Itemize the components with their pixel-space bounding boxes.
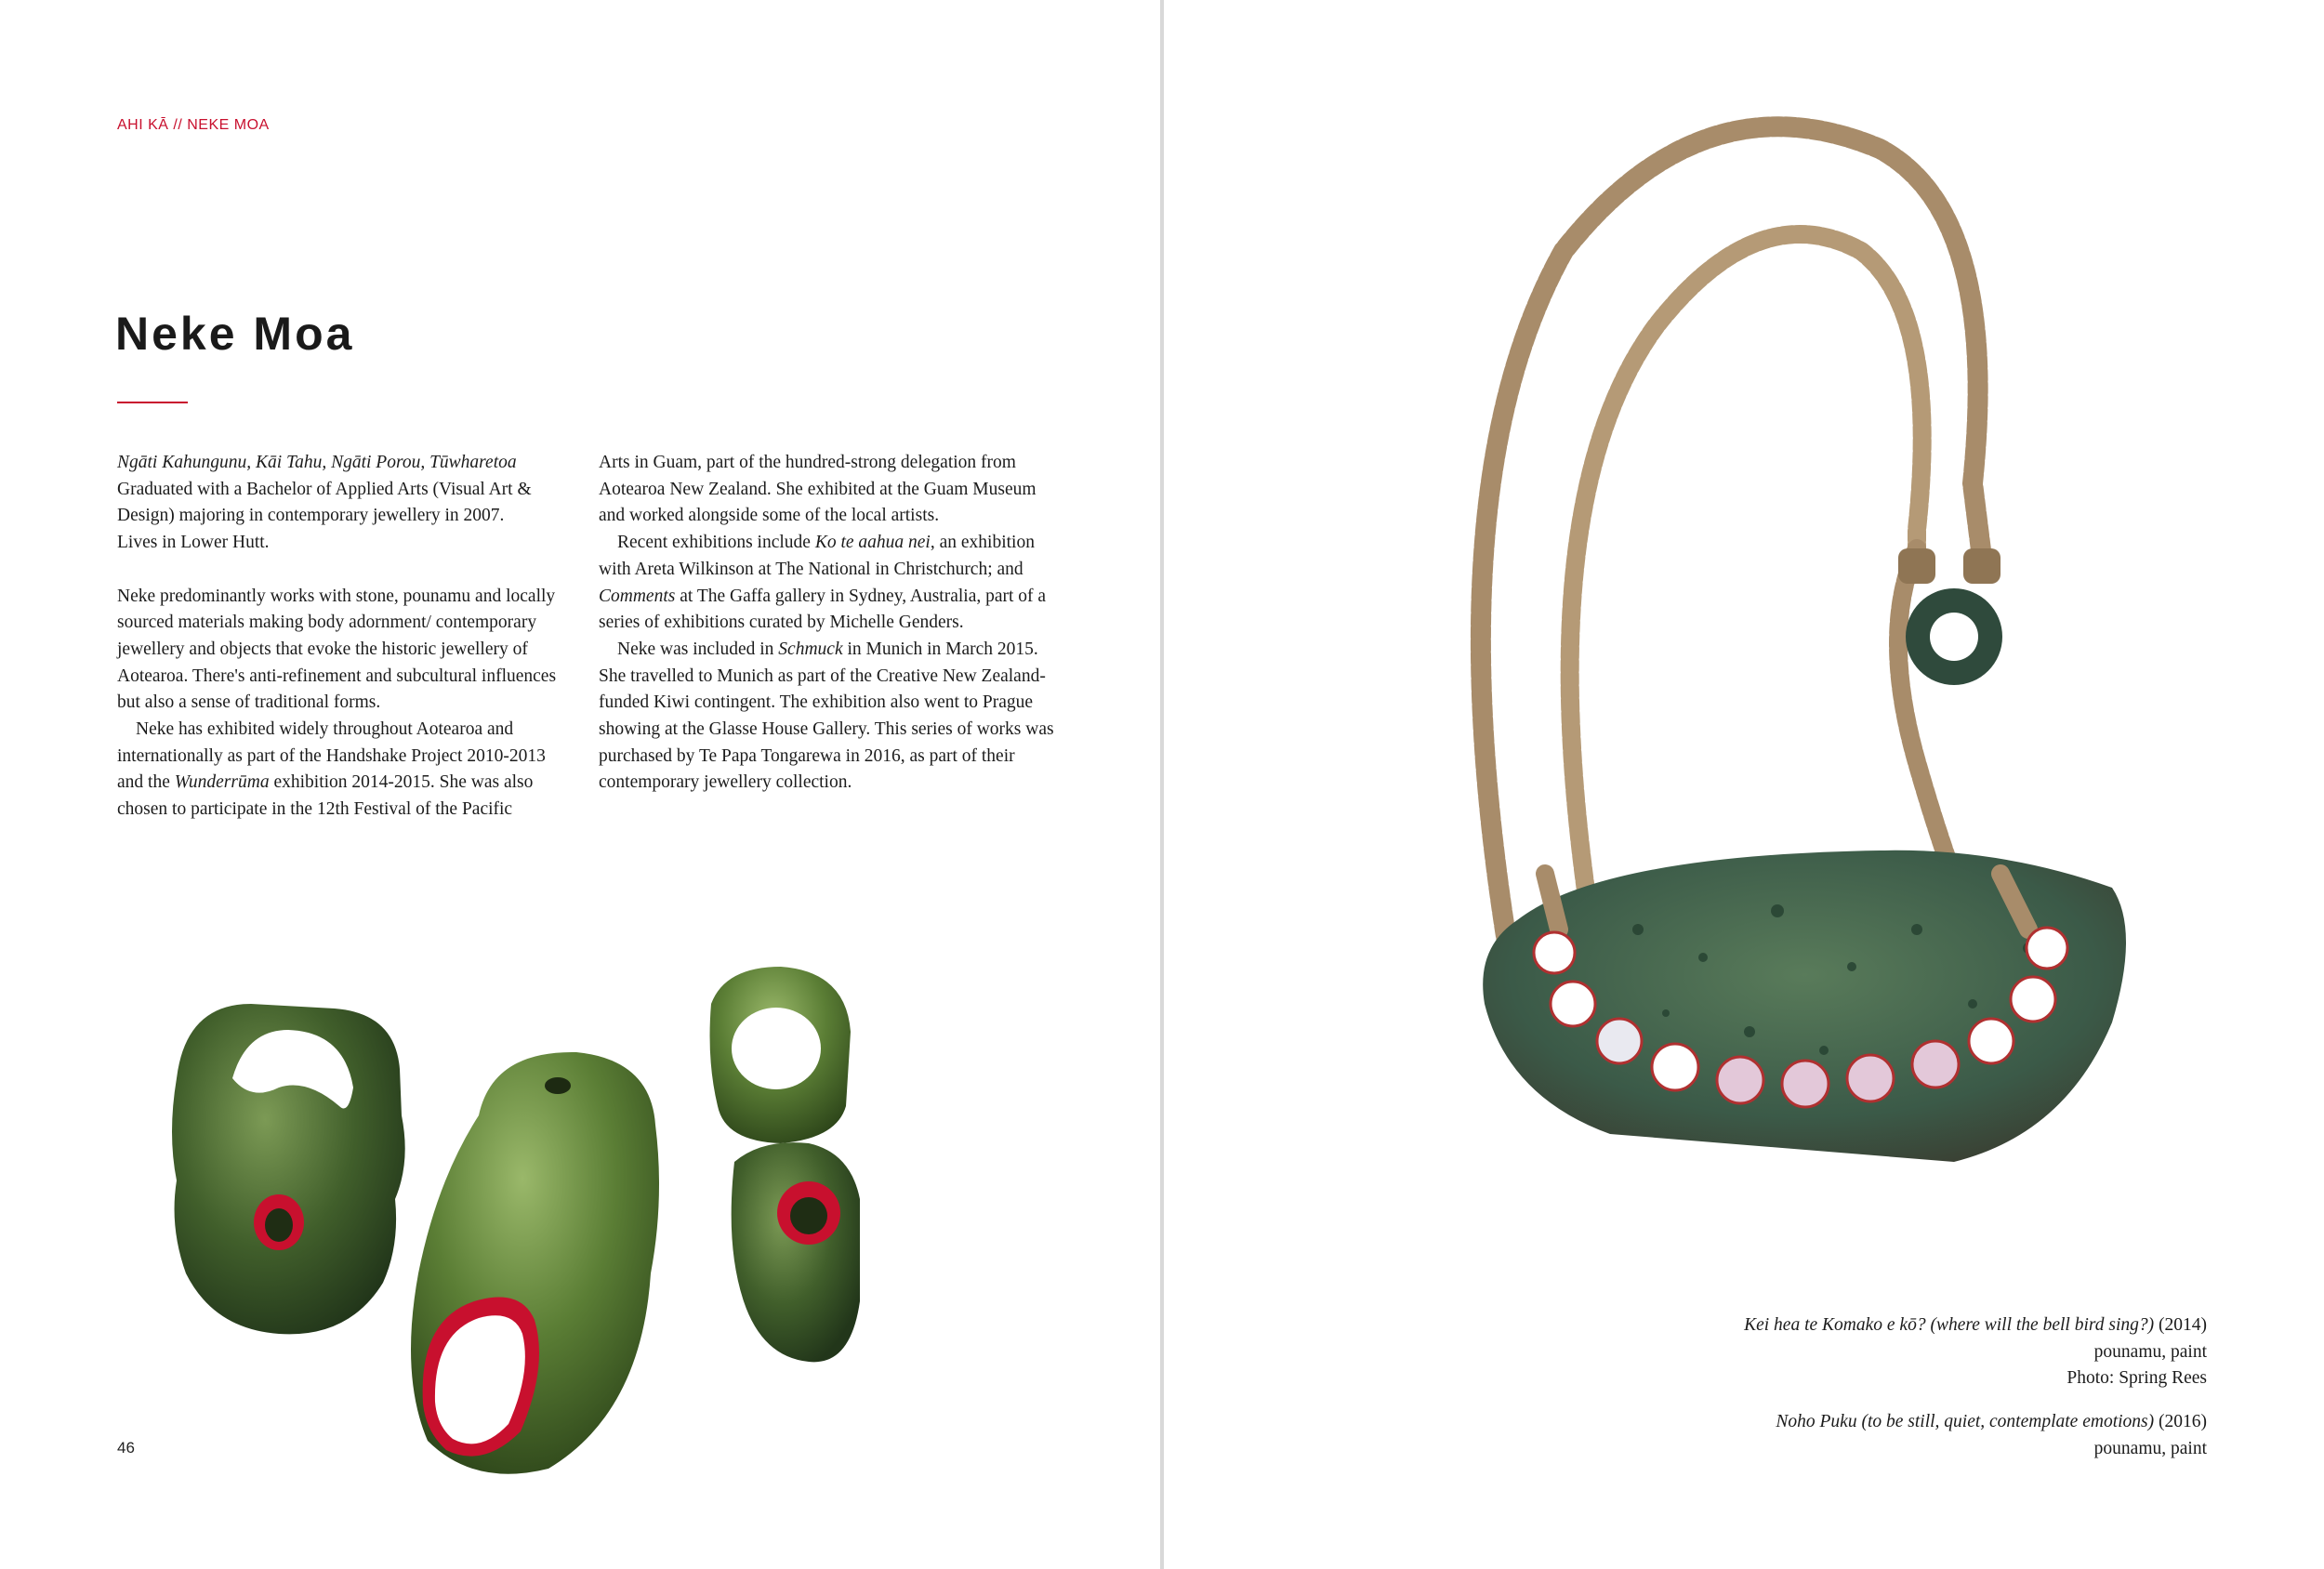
pounamu-rings-photo — [167, 967, 1023, 1487]
caption-title-line: Kei hea te Komako e kō? (where will the bell bird sing?) (2014) — [1744, 1315, 2207, 1335]
body-paragraph: Neke was included in Schmuck in Munich in March 2015. She travelled to Munich as part of the Creative New Zealand-funded Kiwi contingent. The exhibition also went to Prague showing at the Glasse House Gallery. This series of works was purchased by Te Papa Tongarewa in 2016, as part of their contemporary jewellery collection. — [599, 639, 1054, 793]
body-paragraph: Neke has exhibited widely throughout Aotearoa and internationally as part of the Handshake Project 2010-2013 and the Wunderrūma exhibition 2014-2015. She was also chosen to participate in the 12th Festival of the Pacific — [117, 719, 546, 820]
pounamu-necklace-photo — [1396, 112, 2196, 1208]
page-title: Neke Moa — [115, 308, 355, 360]
body-paragraph: Neke predominantly works with stone, pounamu and locally sourced materials making body adornment/ contemporary jewellery and objects that evoke the historic jewellery of Aotearoa. There's anti-refinement and subcultural influences but also a sense of traditional forms. — [117, 586, 557, 713]
iwi-affiliations: Ngāti Kahungunu, Kāi Tahu, Ngāti Porou, Tūwharetoa — [117, 453, 517, 472]
caption-materials: pounamu, paint — [2093, 1341, 2207, 1362]
photo-caption-1 — [1744, 1312, 2207, 1392]
photo-caption-2 — [1776, 1409, 2207, 1462]
caption-materials: pounamu, paint — [2093, 1438, 2207, 1458]
text-column-2 — [599, 450, 1054, 797]
left-page — [0, 0, 1160, 1569]
page-number: 46 — [117, 1439, 135, 1457]
caption-title-line: Noho Puku (to be still, quiet, contemplate emotions) (2016) — [1776, 1412, 2207, 1431]
text-column-1 — [117, 450, 573, 824]
title-rule — [117, 402, 188, 403]
bio-line: Lives in Lower Hutt. — [117, 533, 270, 553]
body-paragraph: Arts in Guam, part of the hundred-strong delegation from Aotearoa New Zealand. She exhibited at the Guam Museum and worked alongside some of the local artists. — [599, 453, 1037, 526]
bio-line: Graduated with a Bachelor of Applied Arts (Visual Art & — [117, 479, 532, 499]
bio-line: Design) majoring in contemporary jewellery in 2007. — [117, 506, 505, 526]
right-page — [1164, 0, 2324, 1569]
photo-credit: Photo: Spring Rees — [2067, 1368, 2207, 1389]
body-paragraph: Recent exhibitions include Ko te aahua nei, an exhibition with Areta Wilkinson at The National in Christchurch; and Comments at The Gaffa gallery in Sydney, Australia, part of a series of exhibitions curated by Michelle Genders. — [599, 533, 1047, 633]
running-head: AHI KĀ // NEKE MOA — [117, 117, 270, 133]
